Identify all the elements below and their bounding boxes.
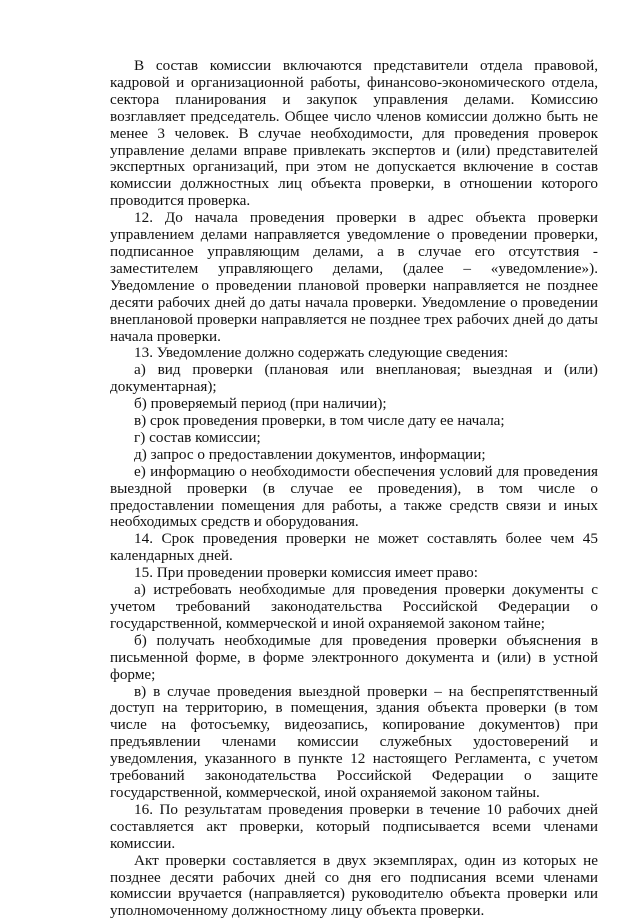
list-item-15-v: в) в случае проведения выездной проверки – на беспрепятственный доступ на территорию, в помещения, здания объекта проверки (в том числе на фотосъемку, видеозапись, копирование документов) при предъявлении членами комиссии служебных удостоверений и уведомления, указанного в пункте 12 настоящего Регламента, с учетом требований законодательства Российской Федерации о защите государственной, коммерческой, иной охраняемой законом тайны. — [110, 682, 598, 801]
paragraph-commission-composition: В состав комиссии включаются представители отдела правовой, кадровой и организационной работы, финансово-экономического отдела, сектора планирования и закупок управления делами. Комиссию возглавляет председатель. Общее число членов комиссии должно быть не менее 3 человек. В случае необходимости, для проведения проверок управление делами вправе привлекать экспертов и (или) представителей экспертных организаций, при этом не допускается включение в состав комиссии должностных лиц объекта проверки, в отношении которого проводится проверка. — [110, 57, 598, 210]
paragraph-12-notification: 12. До начала проведения проверки в адрес объекта проверки управлением делами направляется уведомление о проведении проверки, подписанное управляющим делами, а в случае его отсутствия - заместителем управляющего делами, (далее – «уведомление»). Уведомление о проведении плановой проверки направляется не позднее десяти рабочих дней до даты начала проверки. Уведомление о проведении внеплановой проверки направляется не позднее трех рабочих дней до даты начала проверки. — [110, 209, 598, 345]
paragraph-act-copies: Акт проверки составляется в двух экземплярах, один из которых не позднее десяти рабочих дней со дня его подписания всеми членами комиссии вручается (направляется) руководителю объекта проверки или уполномоченному должностному лицу объекта проверки. — [110, 851, 598, 920]
list-item-13-e: е) информацию о необходимости обеспечения условий для проведения выездной проверки (в случае ее проведения), в том числе о предоставлении помещения для работы, а также средств связи и иных необходимых средств и оборудования. — [110, 462, 598, 531]
list-item-13-g: г) состав комиссии; — [134, 428, 261, 446]
paragraph-15-commission-rights: 15. При проведении проверки комиссия имеет право: — [134, 564, 478, 582]
paragraph-16-inspection-act: 16. По результатам проведения проверки в течение 10 рабочих дней составляется акт проверки, который подписывается всеми членами комиссии. — [110, 800, 598, 852]
list-item-13-b: б) проверяемый период (при наличии); — [134, 395, 387, 413]
list-item-13-a: а) вид проверки (плановая или внеплановая; выездная и (или) документарная); — [110, 361, 598, 396]
list-item-13-d: д) запрос о предоставлении документов, информации; — [134, 445, 486, 463]
paragraph-13-notification-content: 13. Уведомление должно содержать следующие сведения: — [134, 344, 509, 362]
list-item-15-a: а) истребовать необходимые для проведения проверки документы с учетом требований законодательства Российской Федерации о государственной, коммерческой и иной охраняемой законом тайне; — [110, 581, 598, 632]
list-item-13-v: в) срок проведения проверки, в том числе дату ее начала; — [134, 412, 505, 430]
paragraph-14-duration: 14. Срок проведения проверки не может составлять более чем 45 календарных дней. — [110, 530, 598, 565]
list-item-15-b: б) получать необходимые для проведения проверки объяснения в письменной форме, в форме электронного документа и (или) в устной форме; — [110, 631, 598, 683]
